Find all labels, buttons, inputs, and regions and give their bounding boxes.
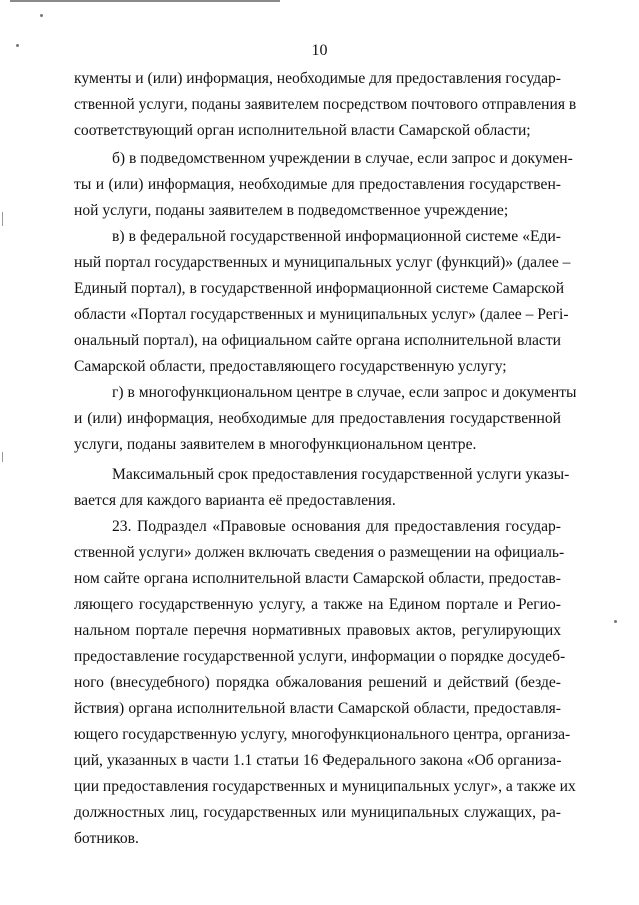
text-line: ональный портал), на официальном сайте органа исполнительной власти <box>74 332 561 349</box>
text-line: ном сайте органа исполнительной власти Самарской области, предостав- <box>74 570 561 587</box>
scan-speck <box>614 620 617 623</box>
text-line: ной услуги, поданы заявителем в подведомственное учреждение; <box>74 202 509 219</box>
scan-artifact-top-line <box>10 0 280 2</box>
scan-edge-mark <box>2 212 3 226</box>
text-line: ции предоставления государственных и муниципальных услуг», а также их <box>74 778 576 795</box>
text-line: ственной услуги, поданы заявителем посредством почтового отправления в <box>74 96 577 113</box>
text-line: в) в федеральной государственной информационной системе «Еди- <box>112 228 561 245</box>
text-line: должностных лиц, государственных или муниципальных служащих, ра- <box>74 804 561 821</box>
text-line: б) в подведомственном учреждении в случае, если запрос и докумен- <box>112 150 573 167</box>
text-line: г) в многофункциональном центре в случае, если запрос и документы <box>112 384 577 401</box>
text-line: ный портал государственных и муниципальных услуг (функций)» (далее – <box>74 254 571 271</box>
text-line: ций, указанных в части 1.1 статьи 16 Федерального закона «Об организа- <box>74 752 562 769</box>
text-line: Самарской области, предоставляющего государственную услугу; <box>74 358 507 375</box>
scan-edge-mark <box>2 452 3 462</box>
text-line: ющего государственную услугу, многофункционального центра, организа- <box>74 726 571 743</box>
scan-speck <box>40 14 43 17</box>
text-line: вается для каждого варианта её предоставления. <box>74 492 396 509</box>
page-number: 10 <box>311 42 328 59</box>
text-line: предоставление государственной услуги, информации о порядке досудеб- <box>74 648 566 665</box>
text-line: ственной услуги» должен включать сведения о размещении на официаль- <box>74 544 565 561</box>
text-line: ты и (или) информация, необходимые для предоставления государствен- <box>74 176 561 193</box>
text-line: нальном портале перечня нормативных правовых актов, регулирующих <box>74 622 561 639</box>
text-line: услуги, поданы заявителем в многофункциональном центре. <box>74 436 477 453</box>
text-line: области «Портал государственных и муниципальных услуг» (далее – Регі- <box>74 306 569 323</box>
text-line: йствия) органа исполнительной власти Самарской области, предоставля- <box>74 700 561 717</box>
text-line: кументы и (или) информация, необходимые для предоставления государ- <box>74 70 561 87</box>
text-line: ботников. <box>74 830 139 847</box>
text-line: Максимальный срок предоставления государственной услуги указы- <box>112 466 570 483</box>
text-line: ляющего государственную услугу, а также на Едином портале и Регио- <box>74 596 561 613</box>
text-line: Единый портал), в государственной информационной системе Самарской <box>74 280 565 297</box>
text-line: ного (внесудебного) порядка обжалования решений и действий (безде- <box>74 674 561 691</box>
text-line: 23. Подраздел «Правовые основания для предоставления государ- <box>112 518 561 535</box>
text-line: соответствующий орган исполнительной власти Самарской области; <box>74 122 531 139</box>
text-line: и (или) информация, необходимые для предоставления государственной <box>74 410 561 427</box>
